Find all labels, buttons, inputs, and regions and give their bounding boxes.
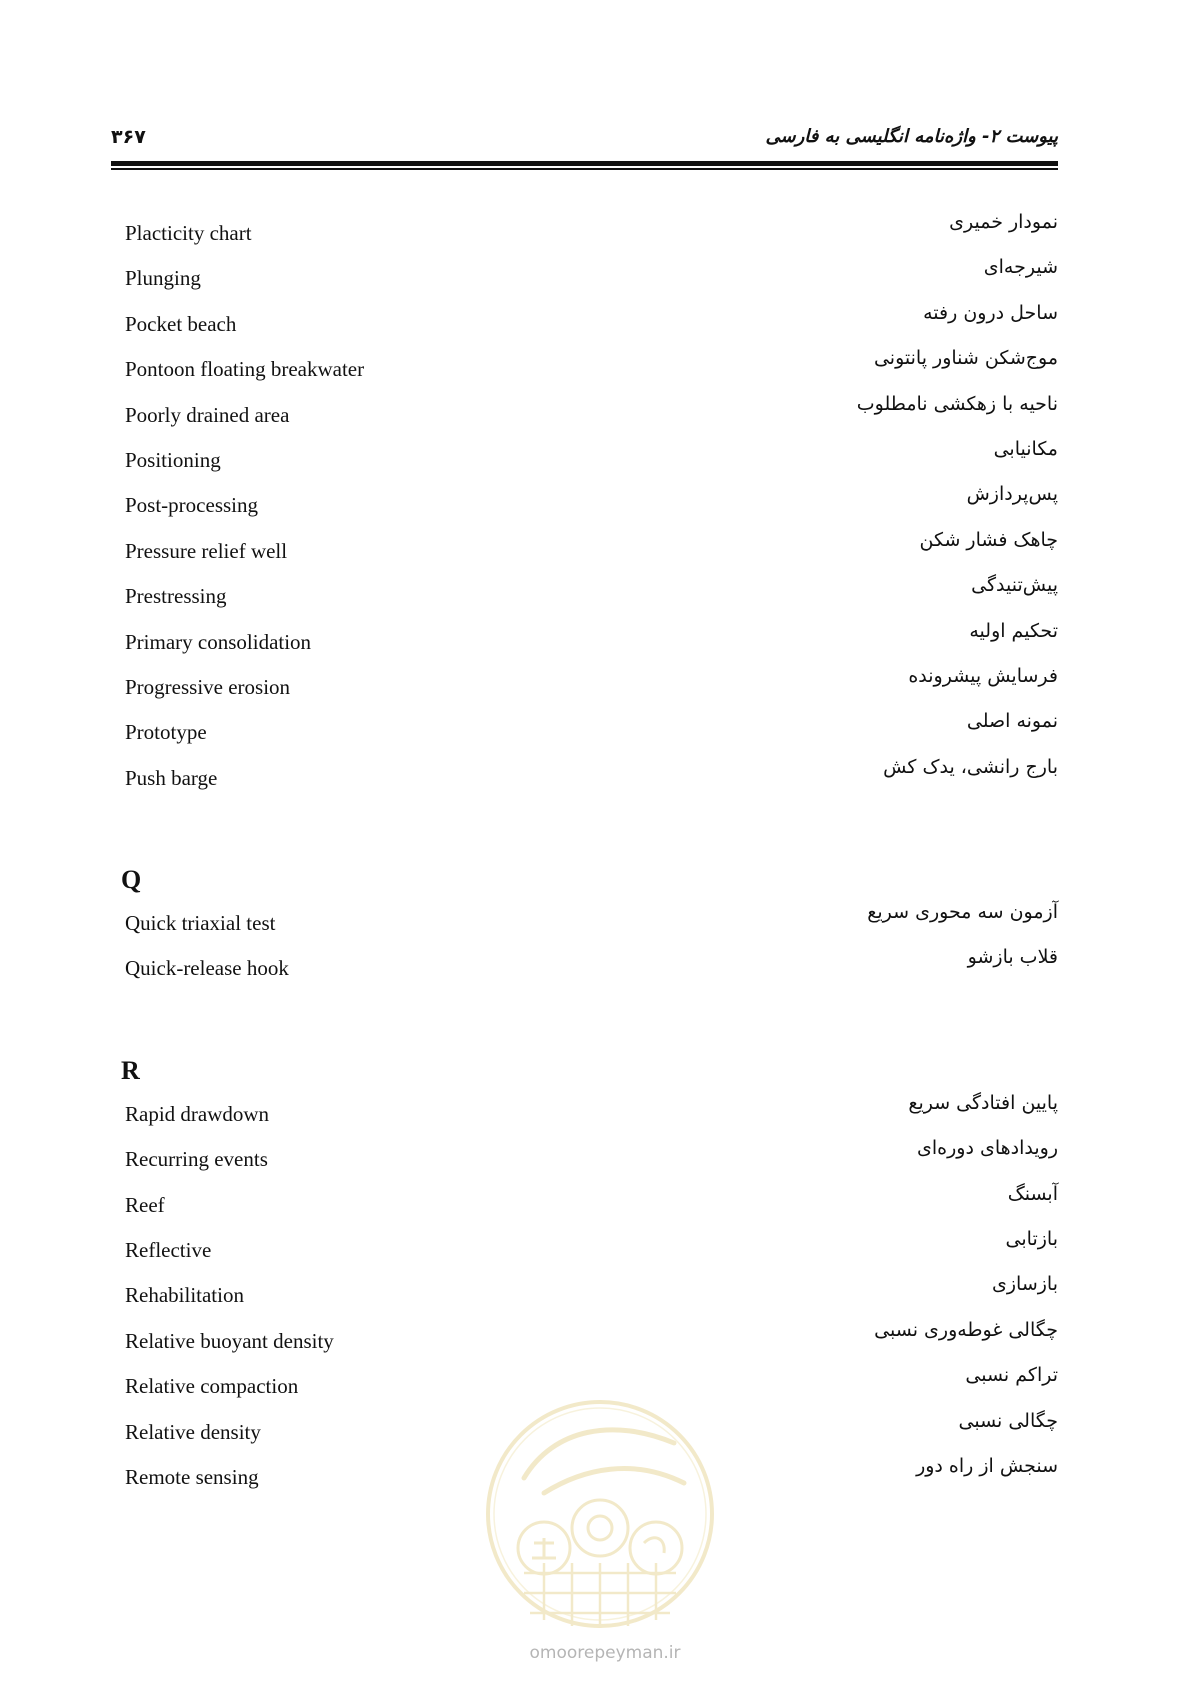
term-english: Poorly drained area <box>125 402 290 427</box>
glossary-entry <box>111 211 1058 260</box>
term-persian: چگالی نسبی <box>958 1409 1058 1432</box>
glossary-entry <box>111 1318 1058 1368</box>
term-persian: پس‌پردازش <box>966 483 1058 506</box>
glossary-section-q <box>111 855 1058 996</box>
term-english: Reef <box>125 1192 165 1217</box>
term-persian: رویدادهای دوره‌ای <box>917 1137 1058 1160</box>
term-english: Quick-release hook <box>125 956 289 981</box>
term-persian: مکانیابی <box>993 437 1058 460</box>
term-persian: شیرجه‌ای <box>983 256 1058 279</box>
term-english: Relative buoyant density <box>125 1328 334 1353</box>
glossary-entry <box>111 1091 1058 1141</box>
glossary-body <box>111 211 1058 1504</box>
term-persian: بارج رانشی، یدک کش <box>883 755 1058 778</box>
glossary-entry <box>111 301 1058 351</box>
glossary-entry <box>111 1273 1058 1322</box>
term-english: Reflective <box>125 1238 212 1263</box>
glossary-entry <box>111 347 1058 396</box>
term-persian: چگالی غوطه‌وری نسبی <box>874 1318 1058 1341</box>
term-english: Prestressing <box>125 584 227 609</box>
term-english: Remote sensing <box>125 1464 259 1489</box>
glossary-entry <box>111 528 1058 578</box>
term-english: Pressure relief well <box>125 538 288 563</box>
page-number: ۳۶۷ <box>111 126 146 148</box>
term-persian: پایین افتادگی سریع <box>908 1091 1058 1114</box>
page-header <box>111 126 1058 160</box>
glossary-entry <box>111 1137 1058 1186</box>
glossary-entry <box>111 755 1058 805</box>
glossary-entry <box>111 1228 1058 1277</box>
term-english: Placticity chart <box>125 221 252 245</box>
term-english: Prototype <box>125 720 207 745</box>
running-title: پیوست ۲- واژه‌نامه انگلیسی به فارسی <box>765 126 1058 147</box>
glossary-entry <box>111 946 1058 995</box>
term-persian: بازسازی <box>991 1273 1058 1296</box>
term-english: Pontoon floating breakwater <box>125 357 365 382</box>
term-persian: نمودار خمیری <box>949 211 1058 233</box>
watermark-seal-icon <box>484 1398 716 1630</box>
term-persian: پیش‌تنیدگی <box>971 574 1058 597</box>
header-rule-thin <box>111 168 1058 170</box>
header-rule-thick <box>111 161 1058 166</box>
term-persian: سنجش از راه دور <box>916 1454 1058 1477</box>
term-persian: فرسایش پیشرونده <box>908 664 1058 687</box>
term-english: Relative compaction <box>125 1374 299 1399</box>
glossary-section-p <box>111 211 1058 805</box>
glossary-entry <box>111 619 1058 669</box>
glossary-entry <box>111 710 1058 759</box>
term-english: Positioning <box>125 447 221 472</box>
term-english: Primary consolidation <box>125 629 312 654</box>
glossary-entry <box>111 437 1058 487</box>
section-letter: R <box>121 1055 140 1085</box>
term-persian: تحکیم اولیه <box>969 619 1058 642</box>
term-english: Plunging <box>125 266 201 291</box>
term-persian: تراکم نسبی <box>965 1364 1058 1387</box>
glossary-entry <box>111 574 1058 623</box>
term-english: Progressive erosion <box>125 674 291 699</box>
term-persian: ساحل درون رفته <box>923 301 1058 324</box>
watermark-site-text: omoorepeyman.ir <box>529 1643 681 1663</box>
glossary-entry <box>111 483 1058 532</box>
term-persian: بازتابی <box>1005 1228 1058 1251</box>
glossary-entry <box>111 901 1058 950</box>
term-english: Post-processing <box>125 493 258 518</box>
term-english: Recurring events <box>125 1147 268 1172</box>
term-persian: ناحیه با زهکشی نامطلوب <box>856 392 1058 415</box>
term-english: Rehabilitation <box>125 1283 244 1308</box>
term-english: Quick triaxial test <box>125 911 276 936</box>
term-english: Pocket beach <box>125 311 237 336</box>
term-persian: نمونه اصلی <box>966 710 1058 733</box>
term-english: Relative density <box>125 1419 261 1444</box>
term-english: Rapid drawdown <box>125 1101 270 1126</box>
glossary-entry <box>111 256 1058 305</box>
glossary-entry <box>111 392 1058 442</box>
glossary-entry <box>111 664 1058 714</box>
term-english: Push barge <box>125 765 218 790</box>
term-persian: قلاب بازشو <box>967 946 1058 969</box>
term-persian: آزمون سه محوری سریع <box>867 901 1058 924</box>
term-persian: چاهک فشار شکن <box>919 528 1058 551</box>
glossary-entry <box>111 1182 1058 1232</box>
section-letter: Q <box>121 865 142 895</box>
term-persian: آبسنگ <box>1007 1182 1058 1205</box>
term-persian: موج‌شکن شناور پانتونی <box>873 347 1058 370</box>
